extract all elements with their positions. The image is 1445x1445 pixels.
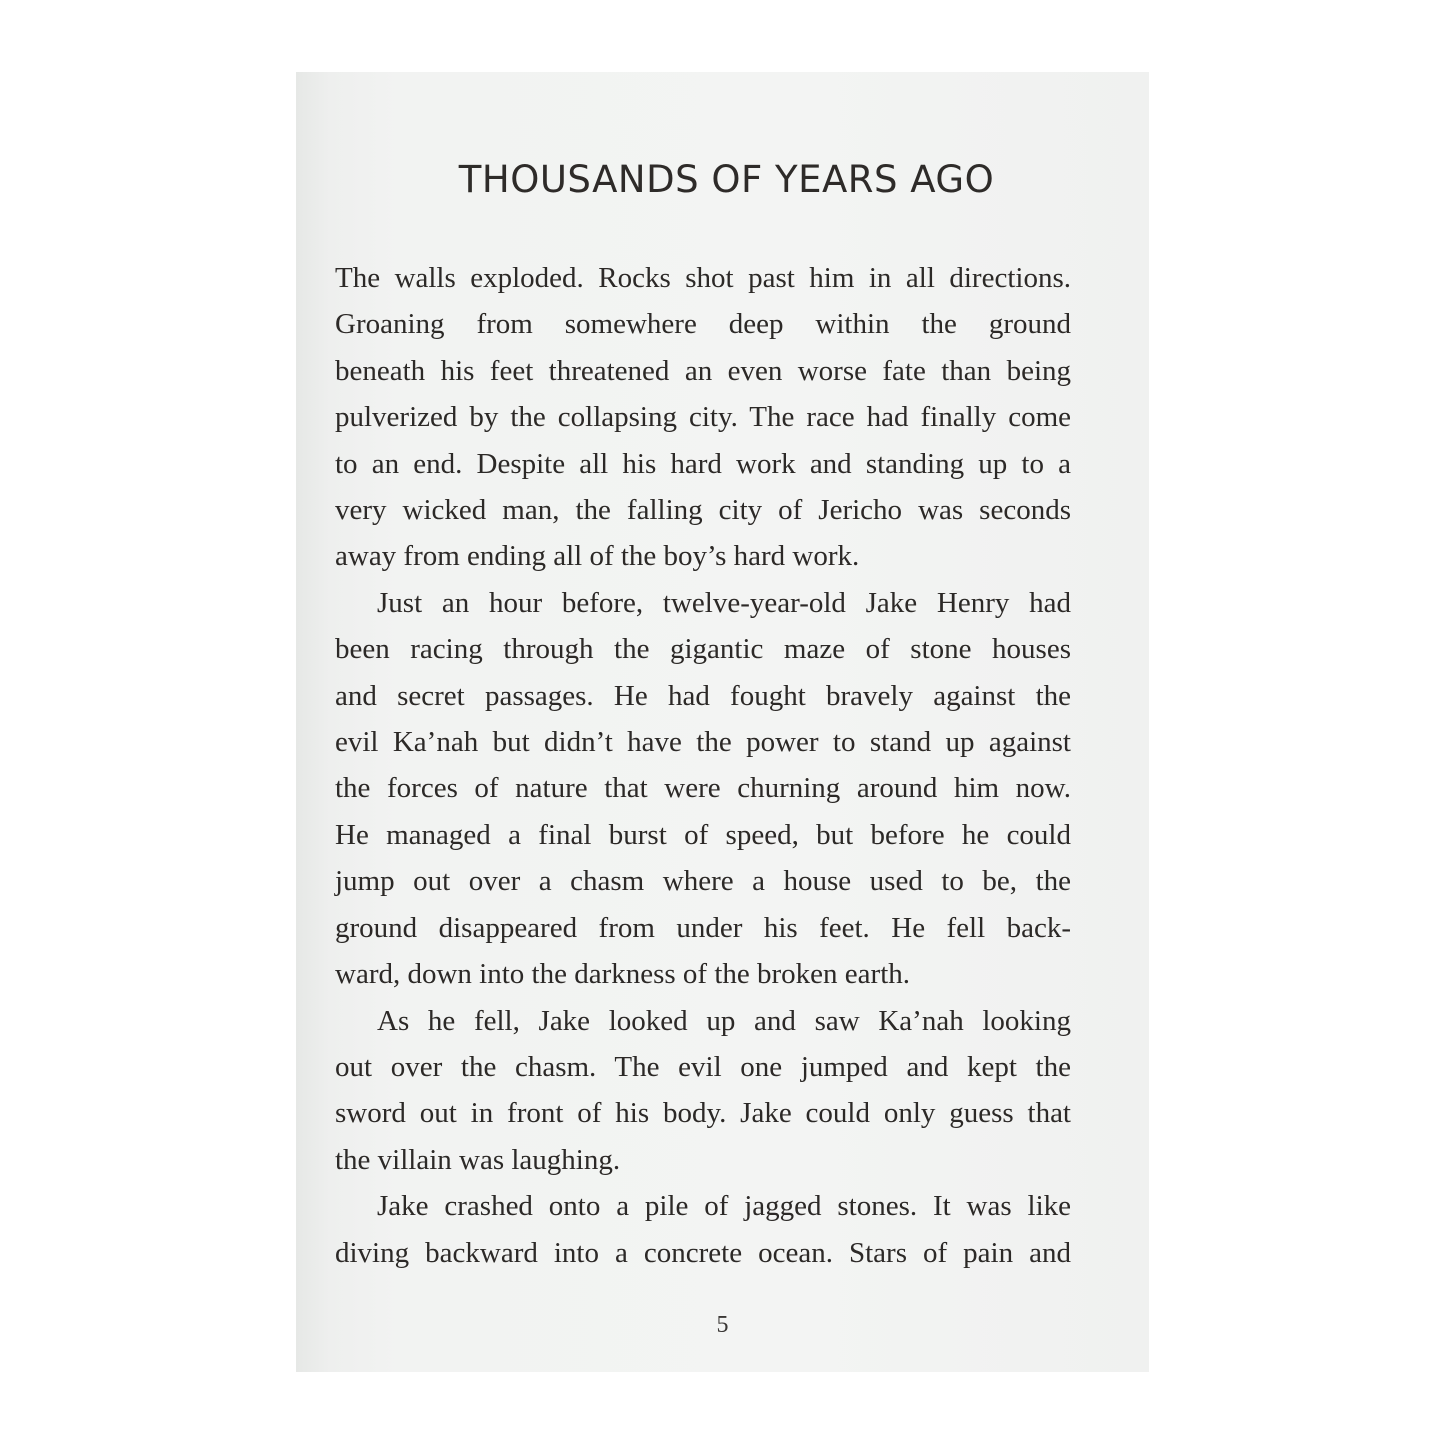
page-number: 5 [716, 1312, 729, 1338]
text-line: the villain was laughing. [335, 1143, 621, 1176]
text-line: ward, down into the darkness of the broken earth. [335, 958, 911, 991]
text-line: Just an hour before, twelve-year-old Jake Henry had [377, 586, 1071, 619]
text-line: to an end. Despite all his hard work and standing up to a [335, 447, 1071, 480]
text-line: ground disappeared from under his feet. He fell back- [335, 911, 1071, 944]
text-line: the forces of nature that were churning around him now. [335, 772, 1071, 805]
text-line: He managed a final burst of speed, but before he could [335, 818, 1071, 851]
text-line: very wicked man, the falling city of Jericho was seconds [335, 494, 1071, 527]
text-line: sword out in front of his body. Jake could only guess that [335, 1097, 1071, 1130]
text-line: The walls exploded. Rocks shot past him in all directions. [335, 262, 1071, 294]
text-line: Groaning from somewhere deep within the ground [335, 308, 1071, 341]
text-line: beneath his feet threatened an even worse fate than being [335, 354, 1071, 387]
text-line: been racing through the gigantic maze of stone houses [335, 633, 1071, 666]
text-line: Jake crashed onto a pile of jagged stones. It was like [377, 1190, 1071, 1223]
text-line: As he fell, Jake looked up and saw Ka’nah looking [377, 1004, 1071, 1037]
body-text [335, 255, 1071, 1276]
text-line: and secret passages. He had fought bravely against the [335, 679, 1071, 712]
text-line: jump out over a chasm where a house used to be, the [335, 865, 1071, 898]
text-line: diving backward into a concrete ocean. Stars of pain and [335, 1236, 1071, 1269]
text-line: evil Ka’nah but didn’t have the power to stand up against [335, 726, 1071, 759]
text-line: out over the chasm. The evil one jumped and kept the [335, 1050, 1071, 1083]
text-line: pulverized by the collapsing city. The race had finally come [335, 401, 1071, 434]
chapter-title: THOUSANDS OF YEARS AGO [458, 158, 995, 201]
text-line: away from ending all of the boy’s hard work. [335, 540, 860, 573]
